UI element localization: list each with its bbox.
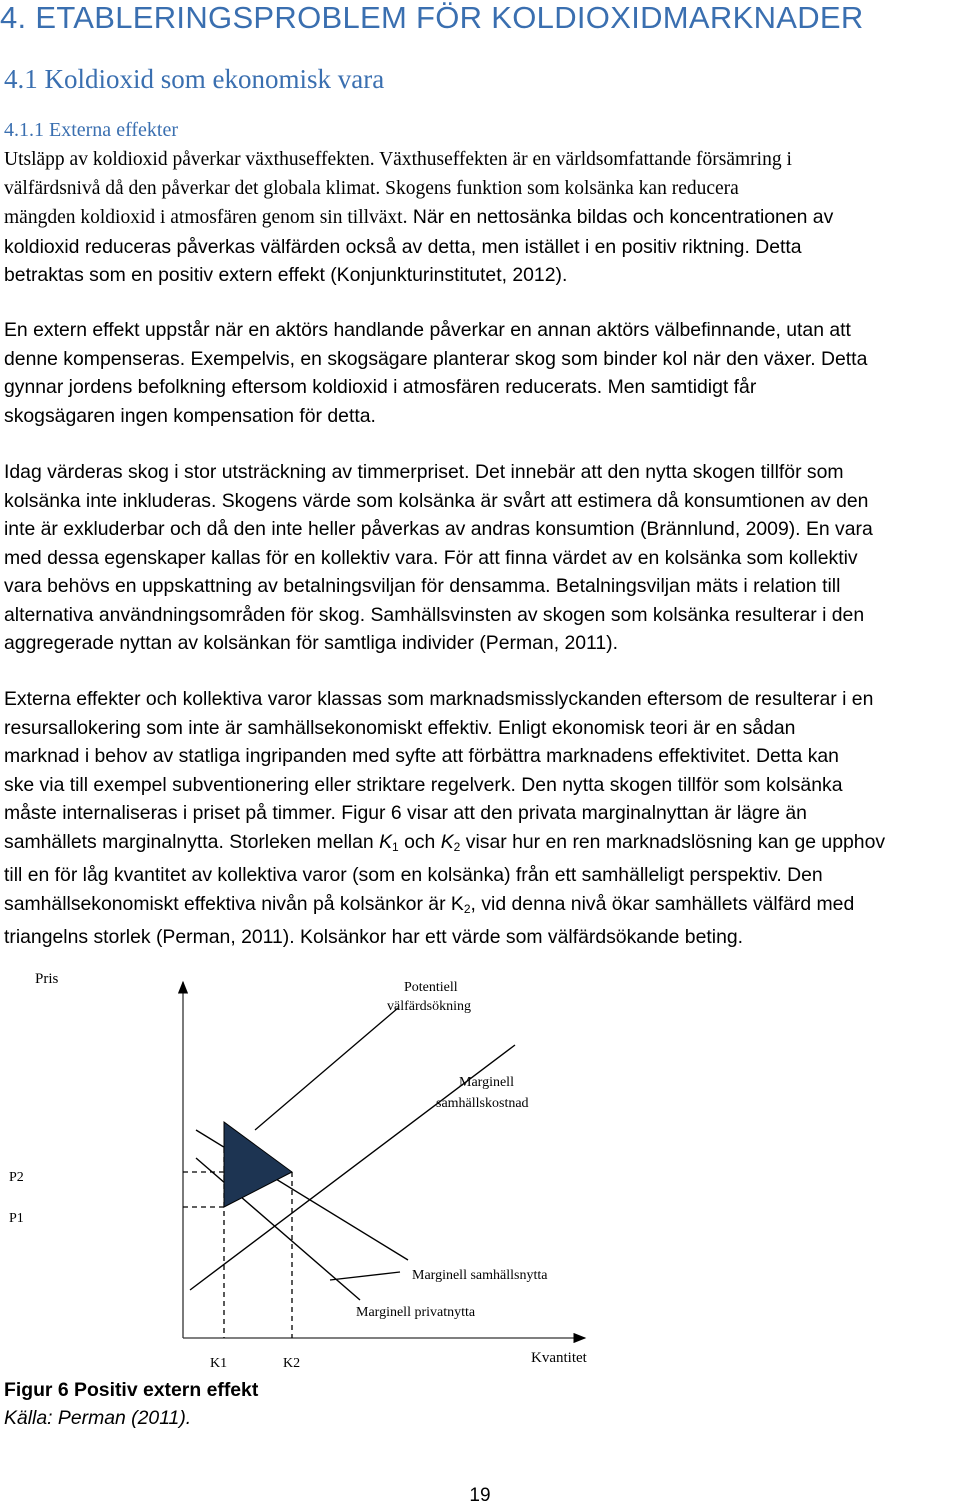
text-line: alternativa användningsområden för skog. Samhällsvinsten av skogen som kolsänka resulterar i den	[4, 603, 865, 626]
text-line: gynnar jordens befolkning eftersom koldioxid i atmosfären reducerats. Men samtidigt får	[4, 376, 757, 398]
caption-title: Figur 6 Positiv extern effekt	[4, 1379, 259, 1401]
text-line: måste internaliseras i priset på timmer. Figur 6 visar att den privata marginalnyttan är lägre än	[4, 802, 807, 824]
subscript: 2	[463, 901, 471, 916]
text-line: Utsläpp av koldioxid påverkar växthuseffekten. Växthuseffekten är en världsomfattande försämring i	[4, 149, 792, 170]
paragraph-1	[4, 146, 959, 290]
subsection-heading: 4.1.1 Externa effekter	[4, 119, 178, 141]
label-mc-2: samhällskostnad	[436, 1096, 529, 1111]
label-potential-1: Potentiell	[404, 980, 458, 995]
text-line	[4, 890, 959, 924]
text-run: visar hur en ren marknadslösning kan ge upphov	[460, 830, 886, 853]
caption-source: Källa: Perman (2011).	[4, 1407, 192, 1429]
label-k2: K2	[283, 1356, 301, 1371]
text-line: Externa effekter och kollektiva varor klassas som marknadsmisslyckanden eftersom de resulterar i en	[4, 688, 874, 710]
text-line: välfärdsnivå då den påverkar det globala klimat. Skogens funktion som kolsänka kan reducera	[4, 177, 739, 199]
paragraph-3	[4, 458, 959, 658]
chapter-heading: 4. ETABLERINGSPROBLEM FÖR KOLDIOXIDMARKNADER	[0, 0, 864, 35]
text-run: samhällets marginalnytta. Storleken mellan	[4, 830, 380, 853]
text-line: kolsänka inte inkluderas. Skogens värde som kolsänka är svårt att estimera då konsumtionen av den	[4, 489, 869, 512]
text-line	[4, 828, 959, 862]
figure-positive-externality	[0, 960, 960, 1380]
text-line: med dessa egenskaper kallas för en kollektiv vara. För att finna värdet av en kolsänka som kollektiv	[4, 546, 858, 569]
text-line: vara behövs en uppskattning av betalningsviljan för densamma. Betalningsviljan mäts i relation till	[4, 575, 841, 597]
welfare-gain-triangle	[224, 1122, 292, 1207]
subscript: 1	[392, 839, 399, 854]
label-k1: K1	[210, 1356, 228, 1371]
paragraph-2	[4, 316, 959, 430]
text-line: till en för låg kvantitet av kollektiva varor (som en kolsänka) från ett samhälleligt perspektiv. Den	[4, 864, 823, 886]
paragraph-4	[4, 685, 959, 952]
pointer-line	[255, 1008, 398, 1130]
text-line: skogsägaren ingen kompensation för detta.	[4, 404, 376, 427]
label-p1: P1	[9, 1211, 24, 1226]
text-line: resursallokering som inte är samhällsekonomiskt effektiv. Enligt ekonomisk teori är en sådan	[4, 716, 796, 739]
label-private-benefit: Marginell privatnytta	[356, 1305, 476, 1320]
text-line: denne kompenseras. Exempelvis, en skogsägare planterar skog som binder kol när den växer. Detta	[4, 347, 868, 370]
math-k2: K	[440, 830, 454, 853]
text-run: och	[398, 830, 441, 853]
text-line: marknad i behov av statliga ingripanden med syfte att förbättra marknadens effektivitet. Detta kan	[4, 745, 839, 767]
text-line: mängden koldioxid i atmosfären genom sin tillväxt. När en nettosänka bildas och koncentrationen av	[4, 206, 834, 228]
text-line: En extern effekt uppstår när en aktörs handlande påverkar en annan aktörs välbefinnande, utan att	[4, 319, 851, 341]
label-social-benefit: Marginell samhällsnytta	[412, 1268, 548, 1283]
page-number: 19	[469, 1485, 491, 1506]
text-run: samhällsekonomiskt effektiva nivån på kolsänkor är K	[4, 892, 464, 915]
figure-caption	[4, 1376, 258, 1432]
text-line: aggregerade nyttan av kolsänkan för samtliga individer (Perman, 2011).	[4, 632, 619, 654]
text-line: inte är exkluderbar och då den inte heller påverkas av andras konsumtion (Brännlund, 2009). En vara	[4, 518, 873, 540]
subscript: 2	[453, 839, 461, 854]
y-axis-label: Pris	[35, 971, 59, 987]
label-p2: P2	[9, 1170, 24, 1185]
math-k1: K	[379, 830, 392, 853]
text-line: triangelns storlek (Perman, 2011). Kolsänkor har ett värde som välfärdsökande beting.	[4, 926, 744, 948]
text-line: koldioxid reduceras påverkas välfärden också av detta, men istället i en positiv riktning. Detta	[4, 235, 802, 258]
label-mc-1: Marginell	[459, 1075, 514, 1090]
text-line: Idag värderas skog i stor utsträckning av timmerpriset. Det innebär att den nytta skogen tillför som	[4, 461, 844, 483]
text-line: betraktas som en positiv extern effekt (Konjunkturinstitutet, 2012).	[4, 264, 568, 286]
label-potential-2: välfärdsökning	[387, 999, 471, 1014]
x-axis-label: Kvantitet	[531, 1350, 587, 1366]
text-line: ske via till exempel subventionering eller striktare regelverk. Den nytta skogen tillför som kolsänka	[4, 773, 843, 796]
text-run: , vid denna nivå ökar samhällets välfärd med	[470, 892, 855, 915]
pointer-line	[330, 1272, 400, 1280]
section-heading: 4.1 Koldioxid som ekonomisk vara	[4, 64, 385, 94]
